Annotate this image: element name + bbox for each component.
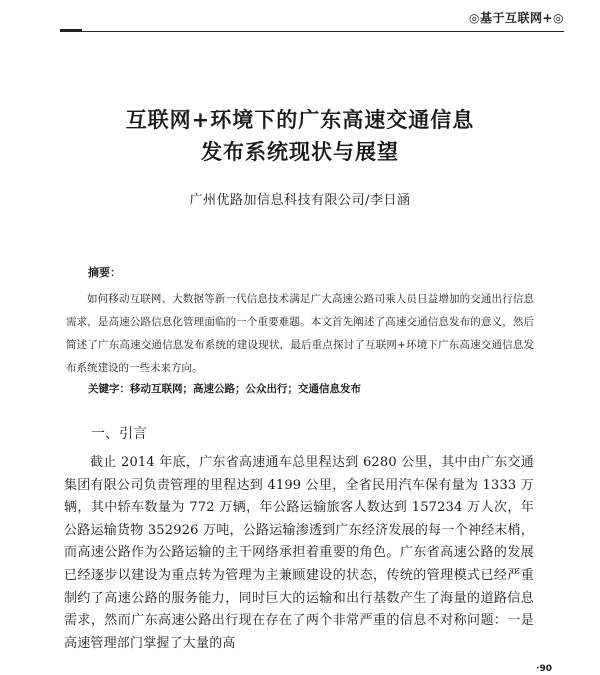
author-affiliation: 广州优路加信息科技有限公司/李日涵 — [189, 193, 411, 208]
article-title-line-1: 互联网+环境下的广东高速交通信息 — [125, 107, 475, 132]
header-rule — [60, 31, 564, 32]
header-rule-accent — [60, 29, 82, 32]
abstract-label: 摘要： — [88, 266, 121, 279]
body-paragraph: 截止 2014 年底，广东省高速通车总里程达到 6280 公里，其中由广东交通集团有限公司负责管理的里程达到 4199 公里，全省民用汽车保有量为 1333 万辆，其中轿车数量为 772 万辆，年公路运输旅客人数达到 157234 万人次，年公路运输货物 352926 万吨，公路运输渗透到广东经济发展的每一个神经末梢，而高速公路作为公路运输的主干网络承担着重要的角色。广东省高速公路的发展已经逐步以建设为重点转为管理为主兼顾建设的状态，传统的管理模式已经严重制约了高速公路的服务能力，同时巨大的运输和出行基数产生了海量的道路信息需求，然而广东高速公路出行现在存在了两个非常严重的信息不对称问题：一是高速管理部门掌握了大量的高 — [64, 455, 534, 651]
section-heading: 一、引言 — [91, 426, 147, 442]
article-title-line-2: 发布系统现状与展望 — [201, 139, 399, 164]
keywords: 关键字：移动互联网；高速公路；公众出行；交通信息发布 — [88, 383, 361, 395]
page-number: ·90 — [536, 664, 552, 674]
column-tag: ◎基于互联网+◎ — [469, 11, 564, 25]
abstract-text: 如何移动互联网、大数据等新一代信息技术满足广大高速公路司乘人员日益增加的交通出行信息需求，是高速公路信息化管理面临的一个重要难题。本文首先阐述了高速交通信息发布的意义，然后简述了广东高速交通信息发布系统的建设现状，最后重点探讨了互联网+环境下广东高速交通信息发布系统建设的一些未来方向。 — [66, 293, 534, 374]
